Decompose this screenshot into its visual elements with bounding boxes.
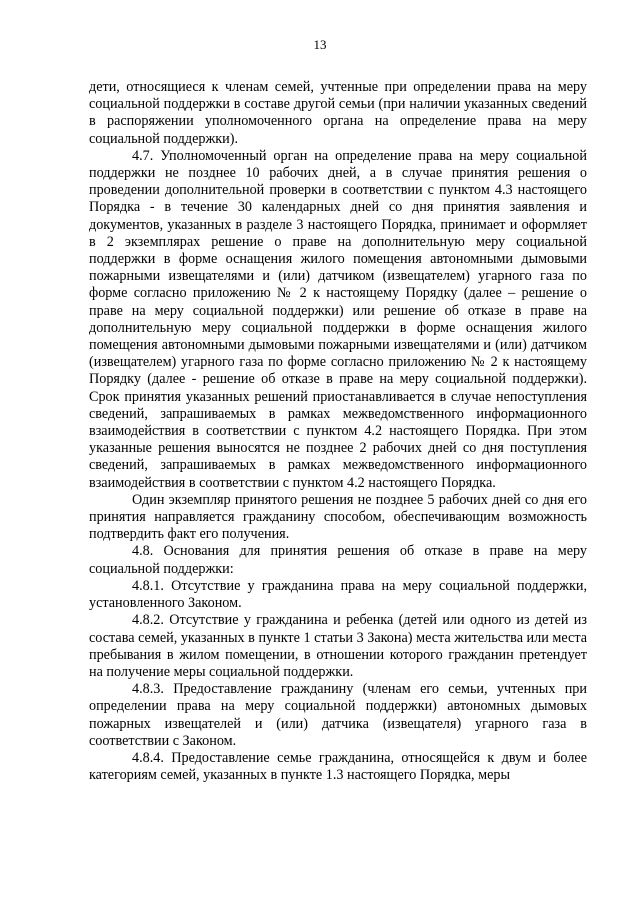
page-number: 13 — [313, 37, 327, 52]
paragraph-4-8-1: 4.8.1. Отсутствие у гражданина права на меру социальной поддержки, установленного Законом. — [89, 577, 587, 612]
paragraph-4-8-3: 4.8.3. Предоставление гражданину (членам его семьи, учтенных при определении права на меру социальной поддержки) автономных дымовых пожарных извещателей и (или) датчика (извещателя) угарного газа в соответствии с Законом. — [89, 681, 587, 749]
paragraph-4-8-2: 4.8.2. Отсутствие у гражданина и ребенка (детей или одного из детей из состава семей, указанных в пункте 1 статьи 3 Закона) места жительства или места пребывания в жилом помещении, в отношении которого гражданин претендует на получение меры социальной поддержки. — [89, 612, 587, 680]
paragraph-decision-copy: Один экземпляр принятого решения не позднее 5 рабочих дней со дня его принятия направляется гражданину способом, обеспечивающим возможность подтвердить факт его получения. — [89, 491, 587, 543]
paragraph-continuation: дети, относящиеся к членам семей, учтенные при определении права на меру социальной поддержки в составе другой семьи (при наличии указанных сведений в распоряжении уполномоченного органа на определение права на меру социальной поддержки). — [89, 79, 587, 147]
paragraph-4-8: 4.8. Основания для принятия решения об отказе в праве на меру социальной поддержки: — [89, 543, 587, 577]
paragraph-4-7: 4.7. Уполномоченный орган на определение права на меру социальной поддержки не позднее 10 рабочих дней, а в случае принятия решения о проведении дополнительной проверки в соответствии с пунктом 4.3 настоящего Порядка - в течение 30 календарных дней со дня принятия заявления и документов, указанных в разделе 3 настоящего Порядка, принимает и оформляет в 2 экземплярах решение о праве на дополнительную меру социальной поддержки в форме оснащения жилого помещения автономными дымовыми пожарными извещателями и (или) датчиком (извещателем) угарного газа по форме согласно приложению № 2 к настоящему Порядку (далее – решение о праве на меру социальной поддержки) или решение об отказе в праве на дополнительную меру социальной поддержки в форме оснащения жилого помещения автономными дымовыми пожарными извещателями и (или) датчиком (извещателем) угарного газа по форме согласно приложению № 2 к настоящему Порядку (далее - решение об отказе в праве на меру социальной поддержки). Срок принятия указанных решений приостанавливается в случае непоступления сведений, запрашиваемых в рамках межведомственного информационного взаимодействия в соответствии с пунктом 4.2 настоящего Порядка. При этом указанные решения выносятся не позднее 2 рабочих дней со дня поступления сведений, запрашиваемых в рамках межведомственного информационного взаимодействия в соответствии с пунктом 4.2 настоящего Порядка. — [89, 147, 587, 491]
paragraph-4-8-4: 4.8.4. Предоставление семье гражданина, относящейся к двум и более категориям семей, указанных в пункте 1.3 настоящего Порядка, меры — [89, 749, 587, 784]
document-body — [89, 79, 587, 784]
